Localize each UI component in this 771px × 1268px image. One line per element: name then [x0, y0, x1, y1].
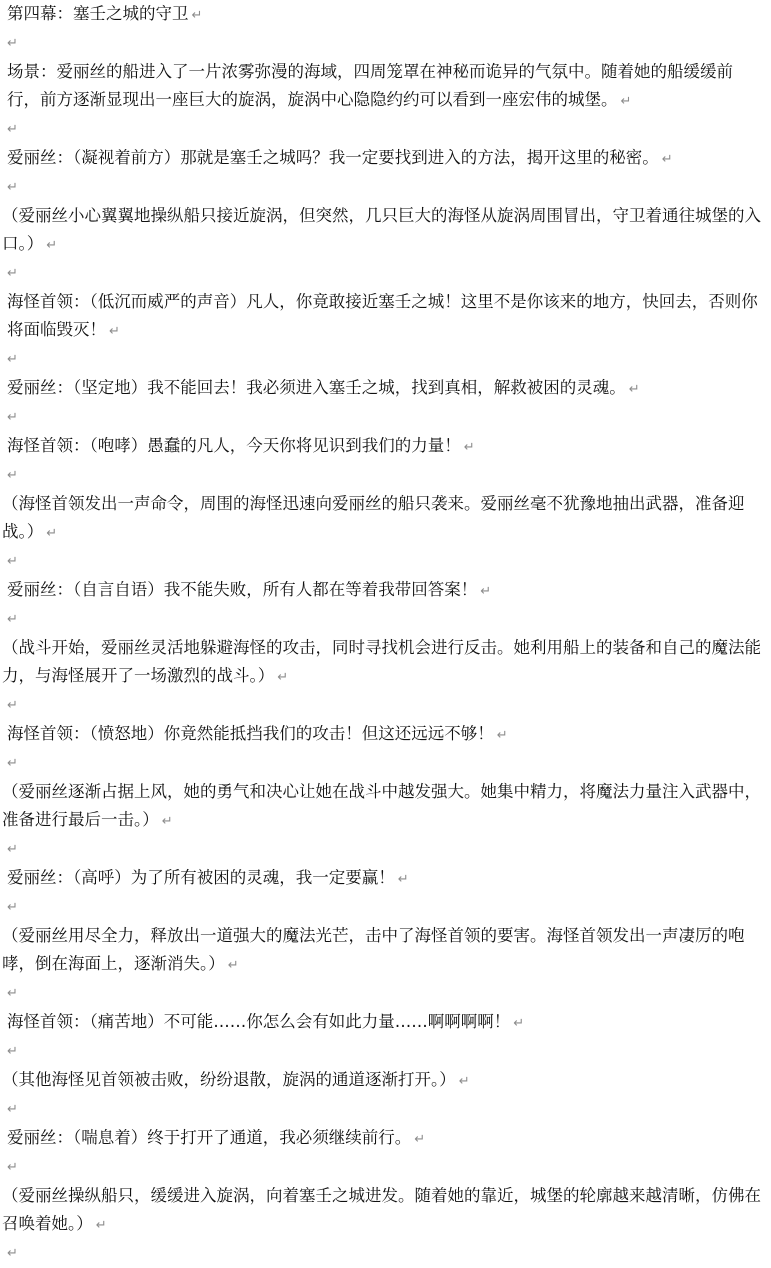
paragraph-text: （其他海怪见首领被击败，纷纷退散，旋涡的通道逐渐打开。）	[2, 1070, 456, 1089]
document-paragraph[interactable]	[7, 576, 771, 606]
empty-paragraph[interactable]	[7, 30, 771, 58]
document-paragraph[interactable]	[2, 778, 771, 836]
paragraph-mark-icon: ↵	[480, 584, 492, 599]
paragraph-mark-icon: ↵	[46, 526, 58, 541]
paragraph-text: 海怪首领：（愤怒地）你竟然能抵挡我们的攻击！但这还远远不够！	[7, 724, 494, 743]
paragraph-mark-icon: ↵	[661, 152, 673, 167]
paragraph-text: 海怪首领：（痛苦地）不可能……你怎么会有如此力量……啊啊啊啊！	[7, 1012, 511, 1031]
paragraph-mark-icon: ↵	[95, 1218, 107, 1233]
paragraph-mark-icon: ↵	[7, 554, 18, 569]
paragraph-text: （爱丽丝逐渐占据上风，她的勇气和决心让她在战斗中越发强大。她集中精力，将魔法力量注入武器中，准备进行最后一击。）	[2, 782, 761, 829]
paragraph-mark-icon: ↵	[109, 324, 120, 339]
paragraph-mark-icon: ↵	[7, 180, 18, 195]
paragraph-text: 海怪首领：（咆哮）愚蠢的凡人，今天你将见识到我们的力量！	[7, 436, 461, 455]
paragraph-text: 爱丽丝：（喘息着）终于打开了通道，我必须继续前行。	[7, 1128, 412, 1147]
empty-paragraph[interactable]	[7, 1240, 771, 1268]
document-paragraph[interactable]	[2, 202, 771, 260]
paragraph-mark-icon: ↵	[7, 1160, 18, 1175]
document-paragraph[interactable]	[2, 634, 771, 692]
paragraph-mark-icon: ↵	[7, 1102, 18, 1117]
paragraph-text: （爱丽丝小心翼翼地操纵船只接近旋涡，但突然，几只巨大的海怪从旋涡周围冒出，守卫着通往城堡的入口。）	[2, 206, 761, 253]
paragraph-mark-icon: ↵	[7, 900, 18, 915]
paragraph-mark-icon: ↵	[397, 872, 409, 887]
paragraph-text: 爱丽丝：（凝视着前方）那就是塞壬之城吗？我一定要找到进入的方法，揭开这里的秘密。	[7, 148, 659, 167]
empty-paragraph[interactable]	[7, 462, 771, 490]
paragraph-mark-icon: ↵	[46, 238, 58, 253]
paragraph-mark-icon: ↵	[7, 468, 18, 483]
paragraph-mark-icon: ↵	[513, 1016, 525, 1031]
empty-paragraph[interactable]	[7, 836, 771, 864]
empty-paragraph[interactable]	[7, 692, 771, 720]
paragraph-text: （爱丽丝操纵船只，缓缓进入旋涡，向着塞壬之城进发。随着她的靠近，城堡的轮廓越来越清晰，仿佛在召唤着她。）	[2, 1186, 761, 1233]
paragraph-text: （爱丽丝用尽全力，释放出一道强大的魔法光芒，击中了海怪首领的要害。海怪首领发出一声凄厉的咆哮，倒在海面上，逐渐消失。）	[2, 926, 745, 973]
empty-paragraph[interactable]	[7, 894, 771, 922]
paragraph-mark-icon: ↵	[7, 842, 18, 857]
document-paragraph[interactable]	[7, 374, 771, 404]
paragraph-mark-icon: ↵	[7, 410, 18, 425]
paragraph-text: 爱丽丝：（坚定地）我不能回去！我必须进入塞壬之城，找到真相，解救被困的灵魂。	[7, 378, 626, 397]
paragraph-text: 第四幕：塞壬之城的守卫	[7, 4, 189, 23]
paragraph-mark-icon: ↵	[458, 1074, 470, 1089]
paragraph-mark-icon: ↵	[7, 352, 18, 367]
empty-paragraph[interactable]	[7, 980, 771, 1008]
paragraph-mark-icon: ↵	[7, 756, 18, 771]
document-paragraph[interactable]	[7, 1008, 771, 1038]
empty-paragraph[interactable]	[7, 346, 771, 374]
paragraph-mark-icon: ↵	[7, 1044, 18, 1059]
empty-paragraph[interactable]	[7, 1096, 771, 1124]
paragraph-mark-icon: ↵	[7, 1246, 18, 1261]
empty-paragraph[interactable]	[7, 116, 771, 144]
paragraph-mark-icon: ↵	[463, 440, 475, 455]
paragraph-mark-icon: ↵	[7, 36, 18, 51]
empty-paragraph[interactable]	[7, 1038, 771, 1066]
paragraph-text: （战斗开始，爱丽丝灵活地躲避海怪的攻击，同时寻找机会进行反击。她利用船上的装备和自己的魔法能力，与海怪展开了一场激烈的战斗。）	[2, 638, 761, 685]
paragraph-mark-icon: ↵	[161, 814, 173, 829]
paragraph-mark-icon: ↵	[7, 698, 18, 713]
paragraph-mark-icon: ↵	[191, 8, 203, 23]
document-paragraph[interactable]	[7, 864, 771, 894]
paragraph-mark-icon: ↵	[414, 1132, 426, 1147]
empty-paragraph[interactable]	[7, 750, 771, 778]
paragraph-mark-icon: ↵	[227, 958, 239, 973]
document-paragraph[interactable]	[2, 1182, 771, 1240]
paragraph-mark-icon: ↵	[7, 986, 18, 1001]
paragraph-mark-icon: ↵	[277, 670, 289, 685]
empty-paragraph[interactable]	[7, 548, 771, 576]
paragraph-text: 爱丽丝：（高呼）为了所有被困的灵魂，我一定要赢！	[7, 868, 395, 887]
empty-paragraph[interactable]	[7, 404, 771, 432]
document-paragraph[interactable]	[7, 432, 771, 462]
paragraph-mark-icon: ↵	[7, 612, 18, 627]
document-paragraph[interactable]	[7, 0, 771, 30]
document-paragraph[interactable]	[7, 144, 771, 174]
document-paragraph[interactable]	[7, 58, 771, 116]
document-paragraph[interactable]	[7, 720, 771, 750]
empty-paragraph[interactable]	[7, 174, 771, 202]
document-paragraph[interactable]	[2, 1066, 771, 1096]
empty-paragraph[interactable]	[7, 1154, 771, 1182]
paragraph-mark-icon: ↵	[7, 266, 18, 281]
document-paragraph[interactable]	[7, 288, 771, 346]
paragraph-text: 海怪首领：（低沉而威严的声音）凡人，你竟敢接近塞壬之城！这里不是你该来的地方，快回去，否则你将面临毁灭！	[7, 292, 758, 339]
paragraph-mark-icon: ↵	[496, 728, 508, 743]
empty-paragraph[interactable]	[7, 606, 771, 634]
empty-paragraph[interactable]	[7, 260, 771, 288]
document-paragraph[interactable]	[2, 922, 771, 980]
document-paragraph[interactable]	[7, 1124, 771, 1154]
paragraph-mark-icon: ↵	[620, 94, 632, 109]
paragraph-text: （海怪首领发出一声命令，周围的海怪迅速向爱丽丝的船只袭来。爱丽丝毫不犹豫地抽出武器，准备迎战。）	[2, 494, 745, 541]
paragraph-text: 场景：爱丽丝的船进入了一片浓雾弥漫的海域，四周笼罩在神秘而诡异的气氛中。随着她的船缓缓前行，前方逐渐显现出一座巨大的旋涡，旋涡中心隐隐约约可以看到一座宏伟的城堡。	[7, 62, 733, 109]
paragraph-mark-icon: ↵	[7, 122, 18, 137]
paragraph-text: 爱丽丝：（自言自语）我不能失败，所有人都在等着我带回答案！	[7, 580, 478, 599]
document-paragraph[interactable]	[2, 490, 771, 548]
paragraph-mark-icon: ↵	[628, 382, 640, 397]
